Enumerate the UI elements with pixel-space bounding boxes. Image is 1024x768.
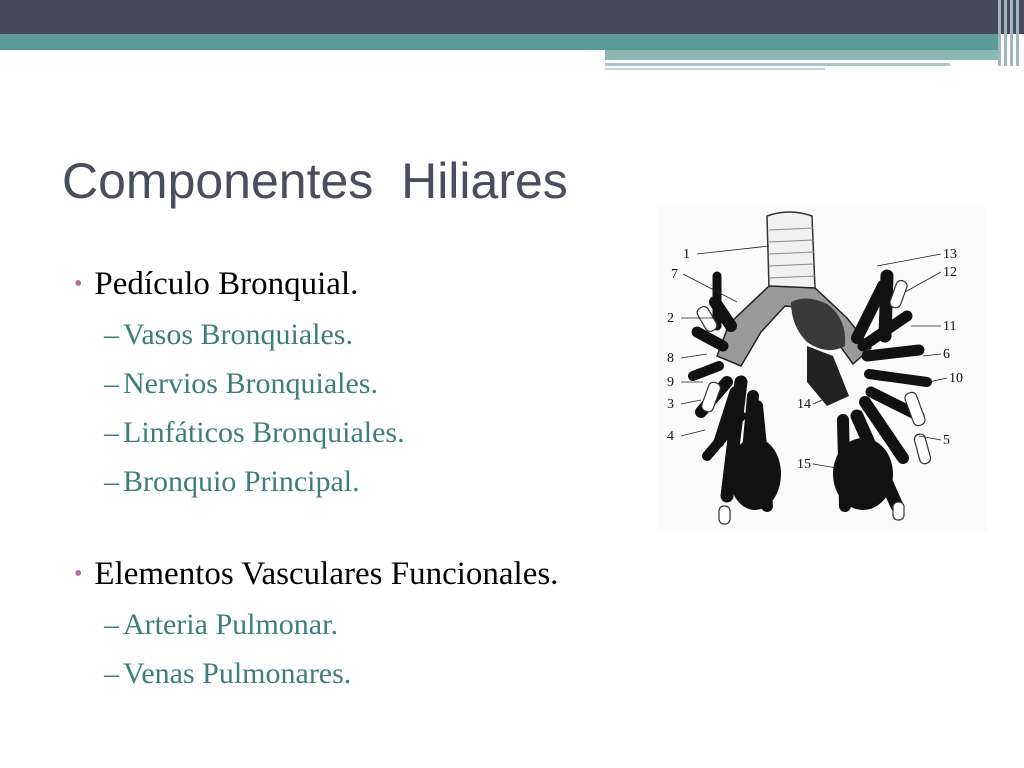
header-vertical-stripe [1010, 0, 1013, 66]
bullet-item [74, 552, 558, 698]
figure-label: 3 [667, 397, 674, 412]
sub-bullet-label: Arteria Pulmonar. [123, 608, 338, 641]
dash-marker: – [104, 416, 119, 449]
sub-bullet-label: Nervios Bronquiales. [123, 367, 378, 400]
sub-bullet-list [104, 600, 558, 698]
figure-label: 10 [949, 371, 963, 386]
bullet-item [74, 262, 558, 506]
sub-bullet-item [104, 408, 558, 457]
sub-bullet-label: Bronquio Principal. [123, 465, 360, 498]
sub-bullet-label: Vasos Bronquiales. [123, 318, 353, 351]
dash-marker: – [104, 608, 119, 641]
header-band-teal [0, 34, 1000, 50]
bullet-label: Pedículo Bronquial. [94, 266, 359, 302]
figure-label: 14 [797, 397, 811, 412]
header-band-accent [605, 50, 1000, 60]
dash-marker: – [104, 465, 119, 498]
sub-bullet-item [104, 649, 558, 698]
dash-marker: – [104, 318, 119, 351]
header-line-thin [605, 68, 825, 70]
bullet-dot: • [74, 561, 83, 587]
sub-bullet-item [104, 359, 558, 408]
spacer [74, 506, 558, 552]
sub-bullet-item [104, 457, 558, 506]
header-vertical-stripe [1004, 0, 1007, 66]
figure-label: 15 [797, 457, 811, 472]
bullet-list [74, 262, 558, 698]
slide-title: Componentes Hiliares [62, 153, 568, 209]
figure-label: 2 [667, 311, 674, 326]
figure-label: 12 [943, 265, 957, 280]
right-pulmonary-vein [833, 438, 893, 510]
sub-bullet-label: Linfáticos Bronquiales. [123, 416, 405, 449]
figure-label: 5 [943, 433, 950, 448]
header-vertical-stripe [1016, 0, 1019, 66]
bullet-label: Elementos Vasculares Funcionales. [94, 556, 559, 592]
hilum-anatomy-illustration [657, 206, 987, 532]
figure-label: 4 [667, 429, 674, 444]
figure-label: 6 [943, 347, 950, 362]
figure-label: 8 [667, 351, 674, 366]
sub-bullet-item [104, 600, 558, 649]
header-band-dark [0, 0, 1024, 34]
sub-bullet-label: Venas Pulmonares. [123, 657, 352, 690]
dash-marker: – [104, 657, 119, 690]
figure-label: 7 [671, 267, 678, 282]
header-vertical-stripe [998, 0, 1001, 66]
figure-label: 11 [943, 319, 957, 334]
figure-label: 1 [683, 247, 690, 262]
left-pulmonary-vein [729, 438, 781, 510]
figure-label: 13 [943, 247, 957, 262]
dash-marker: – [104, 367, 119, 400]
header-line [605, 63, 950, 66]
sub-bullet-item [104, 310, 558, 359]
bullet-dot: • [74, 271, 83, 297]
figure-label: 9 [667, 375, 674, 390]
sub-bullet-list [104, 310, 558, 506]
